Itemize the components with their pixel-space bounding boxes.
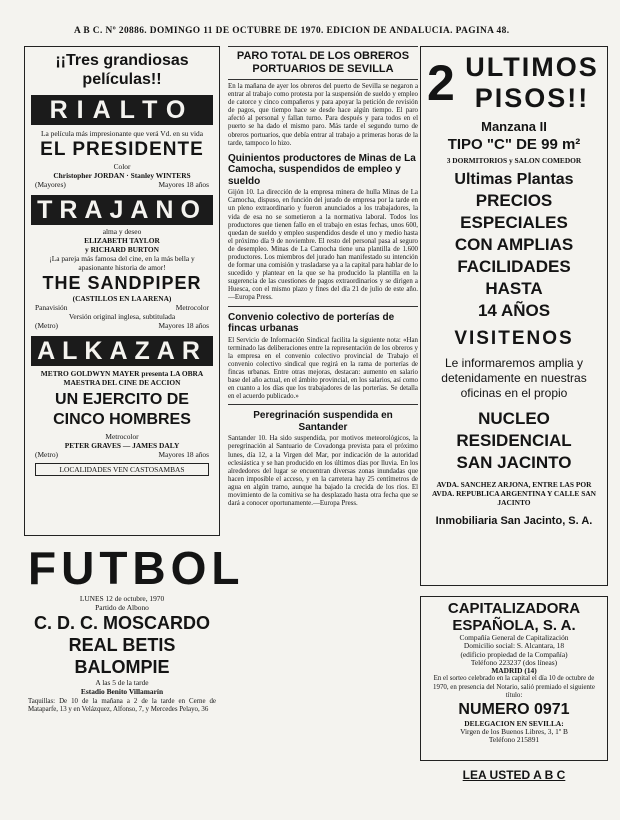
news-rule-2	[228, 79, 418, 80]
news-rule-4	[228, 404, 418, 405]
cinema-column	[24, 46, 245, 792]
pisos-count: 2	[427, 55, 455, 111]
trajano-meta1-left: Panavisión	[35, 303, 68, 312]
rialto-cast: Christopher JORDAN · Stanley WINTERS	[53, 171, 191, 180]
alkazar-title-1: UN EJERCITO DE	[55, 391, 189, 408]
rialto-rating-right: Mayores 18 años	[158, 180, 209, 189]
rialto-color: Color	[113, 162, 131, 171]
rialto-logo: RIALTO	[31, 95, 213, 125]
news-section-2-heading: Quinientos productores de Minas de La Camocha, suspendidos de empleo y sueldo	[228, 152, 416, 187]
pisos-tipo: TIPO "C" DE 99 m²	[447, 136, 581, 153]
football-time: A las 5 de la tarde	[95, 678, 149, 687]
alkazar-cast: PETER GRAVES — JAMES DALY	[64, 441, 180, 450]
trajano-meta1	[31, 303, 213, 312]
trajano-title: THE SANDPIPER	[42, 273, 202, 293]
football-team-1: C. D. C. MOSCARDO	[33, 613, 210, 633]
pisos-manzana: Manzana II	[481, 119, 547, 134]
trajano-line3: y RICHARD BURTON	[85, 245, 159, 254]
alkazar-intro: METRO GOLDWYN MAYER presenta LA OBRA MAESTRA DEL CINE DE ACCION	[40, 369, 204, 387]
news-column	[228, 46, 418, 792]
news-body-1: En la mañana de ayer los obreros del puerto de Sevilla se negaron a entrar al trabajo como protesta por la suspensión de sueldo y empleo de catorce y cinco compañeros y para apoyar la petición de revisión de pagos, que tiempo hace se desde hace algún tiempo. El paro afectó al personal y fallan turno. Para después y para todos en el puerto se ha dado el mismo paro. Más tarde el segundo turno de obreros portuarios, que debía entrar al trabajo a primeras horas de la tarde, tampoco lo hizo.	[228, 83, 418, 147]
capitalizadora-title-1: CAPITALIZADORA	[447, 600, 581, 617]
pisos-visit: VISITENOS	[454, 328, 574, 349]
capitalizadora-line-4: Teléfono 223237 (dos líneas)	[470, 657, 558, 667]
trajano-subtitle: (CASTILLOS EN LA ARENA)	[72, 294, 172, 303]
capitalizadora-line-3: (edificio propiedad de la Compañía)	[460, 649, 568, 659]
trajano-line2: ELIZABETH TAYLOR	[84, 236, 160, 245]
trajano-line1: alma y deseo	[102, 227, 142, 236]
capitalizadora-line-6: En el sorteo celebrado en la capital el día 10 de octubre de 1970, en presencia del Notario, salió premiado el siguiente título:	[433, 675, 595, 699]
football-info: Taquillas: De 10 de la mañana a 2 de la tarde en Cerne de Mataparfe, 13 y en Velázquez, Alfonso, 7, y Mercedes Pelayo, 36	[28, 698, 216, 714]
pisos-line-1: ULTIMOS	[465, 52, 599, 82]
football-date: LUNES 12 de octubre, 1970	[79, 594, 165, 603]
pisos-project-2: SAN JACINTO	[456, 453, 572, 472]
trajano-meta3-left: (Metro)	[35, 321, 58, 330]
capitalizadora-line-1: Compañía General de Capitalización	[459, 633, 569, 642]
pisos-address: AVDA. SANCHEZ ARJONA, ENTRE LAS POR AVDA. REPUBLICA ARGENTINA Y CALLE SAN JACINTO	[432, 480, 596, 507]
cinemas-ad	[24, 46, 220, 536]
pisos-offer-2: CON AMPLIAS	[454, 235, 574, 254]
abc-footer: LEA USTED A B C	[462, 768, 566, 782]
trajano-meta3	[31, 321, 213, 330]
pisos-project-1: NUCLEO RESIDENCIAL	[456, 409, 572, 450]
pisos-ad	[420, 46, 608, 586]
capitalizadora-ad	[420, 596, 608, 761]
news-section-4-body: Santander 10. Ha sido suspendida, por motivos meteorológicos, la peregrinación al Santuario de Covadonga prevista para el próximo lunes, día 12, a la Virgen del Mar, por indicación de la autoridad eclesiástica y se han producido en los últimos días por lluvia. En los alrededores del lugar se encuentran diversas zonas inundadas que hacen imposible el acceso, y en la carretera hay 25 centímetros de agua en algún tramo, aunque ha bajado la crecida de los ríos. El movimiento de la comitiva se ha desplazado hasta otra fecha que se dará a conocer oportunamente.—Europa Press.	[228, 435, 418, 508]
pisos-offer-1: PRECIOS ESPECIALES	[460, 191, 568, 232]
page-header: A B C. Nº 20886. DOMINGO 11 DE OCTUBRE DE 1970. EDICION DE ANDALUCIA. PAGINA 48.	[74, 26, 510, 36]
trajano-meta2: Versión original inglesa, subtitulada	[68, 312, 176, 321]
capitalizadora-delegation: DELEGACION EN SEVILLA:	[464, 718, 564, 728]
pisos-company: Inmobiliaria San Jacinto, S. A.	[435, 515, 593, 527]
alkazar-color: Metrocolor	[105, 432, 139, 441]
pisos-line-2: PISOS!!	[474, 83, 590, 113]
news-rule-top	[228, 46, 418, 47]
ads-column	[420, 46, 608, 783]
rialto-intro: La película más impresionante que verá Vd. en su vida	[41, 129, 203, 138]
news-section-2-body: Gijón 10. La dirección de la empresa minera de hulla Minas de La Camocha, dispuso, en función del jurado de empresa por la tarde en un pleno extraordinario y fueron anunciados a los trabajadores, la vida de esa no se sometieron a la normativa laboral. Todos los productores que tienen fallo en el trabajo en estas fechas, unos 600, quedan de sueldo y empleo suspendidos desde el uno y medio hasta el próximo día 9 de noviembre. El resto del personal pasa al seguro de desempleo. Minas de La Camocha tiene una plantilla de 1.600 productores. Los miembros del jurado han manifestado su intención de formar una comisión y trasladarse ya a la capital para hablar de lo sucedido y plantear en la que se ha producido la plantilla en la sugerencia de las cuestiones de pagos extraordinarios y se dirigen a Huesca, con el mismo plazo y fines del día 21 de julio de este año.—Europa Press.	[228, 189, 418, 302]
trajano-logo: TRAJANO	[31, 195, 213, 225]
football-title: FUTBOL	[28, 542, 245, 594]
alkazar-title-2: CINCO HOMBRES	[53, 411, 191, 428]
capitalizadora-number: NUMERO 0971	[458, 700, 570, 718]
football-team-2: REAL BETIS BALOMPIE	[68, 635, 176, 677]
news-section-4-heading: Peregrinación suspendida en Santander	[253, 410, 393, 433]
news-headline: PARO TOTAL DE LOS OBREROS PORTUARIOS DE SEVILLA	[236, 50, 410, 75]
pisos-rooms: 3 DORMITORIOS y SALON COMEDOR	[446, 156, 582, 165]
pisos-offer-4: 14 AÑOS	[477, 301, 551, 320]
pisos-heading-text	[463, 52, 601, 114]
pisos-inform: Le informaremos amplia y detenidamente en nuestras oficinas en el propio	[441, 356, 587, 400]
capitalizadora-address: Virgen de los Buenos Libres, 3, 1º B	[460, 727, 568, 737]
capitalizadora-line-5: MADRID (14)	[491, 666, 537, 676]
trajano-meta1-right: Metrocolor	[175, 303, 209, 312]
capitalizadora-title-2: ESPAÑOLA, S. A.	[452, 617, 576, 634]
news-rule-3	[228, 306, 418, 307]
pisos-offer-3: FACILIDADES HASTA	[457, 257, 571, 298]
football-venue: Estadio Benito Villamarín	[80, 687, 164, 696]
news-section-3-body: El Servicio de Información Sindical facilita la siguiente nota: «Han terminado las deliberaciones entre la representación de los obreros y la empresa en el convenio colectivo provincial de Trabajo el convenio colectivo sindical que regirá en la rama de porterías de fincas urbanas. Entre otras mejoras, destacan: aumento en salario base del año actual, en el ámbito provincial, en los salarios, así como en cuanto a los días que los trabajadores de las porterías. Se detalla en el acuerdo publicado.»	[228, 336, 418, 401]
football-event: Partido de Albono	[95, 603, 149, 612]
pisos-heading	[427, 52, 601, 114]
alkazar-meta-left: (Metro)	[35, 450, 58, 459]
trajano-desc: ¡La pareja más famosa del cine, en la más bella y apasionante historia de amor!	[49, 254, 195, 272]
alkazar-logo: ALKAZAR	[31, 336, 213, 366]
alkazar-meta	[31, 450, 213, 459]
rialto-title: EL PRESIDENTE	[40, 139, 204, 160]
trajano-meta3-right: Mayores 18 años	[158, 321, 209, 330]
rialto-rating-left: (Mayores)	[35, 180, 66, 189]
capitalizadora-phone: Teléfono 215891	[488, 735, 540, 745]
alkazar-meta-right: Mayores 18 años	[158, 450, 209, 459]
rialto-rating	[31, 180, 213, 189]
news-section-3-heading: Convenio colectivo de porterías de fincas urbanas	[228, 311, 395, 335]
football-ad	[24, 542, 245, 792]
alkazar-notice: LOCALIDADES VEN CASTOSAMBAS	[35, 463, 209, 476]
cinemas-tagline: ¡¡Tres grandiosas películas!!	[55, 52, 189, 88]
capitalizadora-line-2: Domicilio social: S. Alcantara, 18	[463, 641, 565, 651]
pisos-ultimas: Ultimas Plantas	[454, 171, 574, 188]
